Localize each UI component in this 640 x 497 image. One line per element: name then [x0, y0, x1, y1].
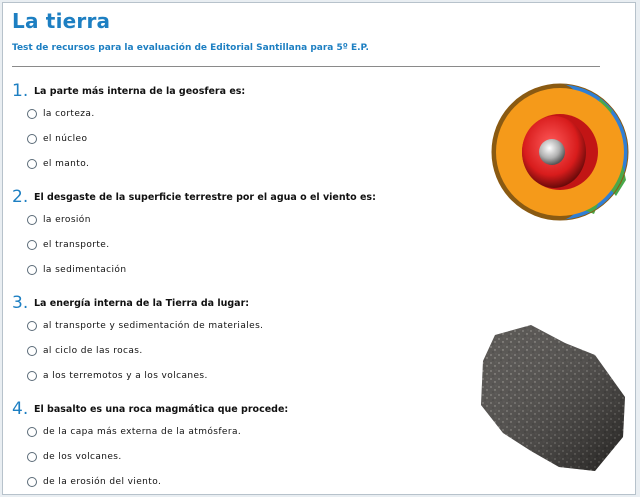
radio-button[interactable]	[27, 452, 37, 462]
answer-option[interactable]	[12, 232, 376, 257]
radio-button[interactable]	[27, 109, 37, 119]
quiz-page	[2, 2, 636, 495]
option-label: de la erosión del viento.	[43, 476, 162, 487]
answer-option[interactable]	[12, 151, 245, 176]
inner-core-layer	[539, 139, 565, 165]
option-label: al transporte y sedimentación de materiales.	[43, 320, 264, 331]
radio-button[interactable]	[27, 371, 37, 381]
basalt-rock-image	[473, 321, 633, 479]
option-label: la erosión	[43, 214, 91, 225]
question-1	[12, 81, 245, 176]
question-text: El basalto es una roca magmática que procede:	[34, 403, 289, 415]
question-number: 4.	[12, 399, 29, 419]
option-label: la sedimentación	[43, 264, 127, 275]
question-number: 1.	[12, 81, 29, 101]
radio-button[interactable]	[27, 427, 37, 437]
question-3	[12, 293, 263, 388]
radio-button[interactable]	[27, 159, 37, 169]
answer-option[interactable]	[12, 338, 263, 363]
question-text: La energía interna de la Tierra da lugar:	[34, 297, 250, 309]
radio-button[interactable]	[27, 346, 37, 356]
answer-option[interactable]	[12, 363, 263, 388]
header-divider	[12, 66, 600, 67]
radio-button[interactable]	[27, 240, 37, 250]
question-text: El desgaste de la superficie terrestre por el agua o el viento es:	[34, 191, 376, 203]
page-subtitle: Test de recursos para la evaluación de Editorial Santillana para 5º E.P.	[12, 43, 369, 53]
earth-cross-section-image	[488, 80, 633, 225]
answer-option[interactable]	[12, 207, 376, 232]
option-label: el manto.	[43, 158, 90, 169]
option-label: a los terremotos y a los volcanes.	[43, 370, 208, 381]
radio-button[interactable]	[27, 477, 37, 487]
answer-option[interactable]	[12, 469, 288, 494]
option-label: de la capa más externa de la atmósfera.	[43, 426, 242, 437]
question-number: 2.	[12, 187, 29, 207]
radio-button[interactable]	[27, 134, 37, 144]
question-text: La parte más interna de la geosfera es:	[34, 85, 246, 97]
radio-button[interactable]	[27, 265, 37, 275]
answer-option[interactable]	[12, 313, 263, 338]
answer-option[interactable]	[12, 126, 245, 151]
answer-option[interactable]	[12, 101, 245, 126]
answer-option[interactable]	[12, 419, 288, 444]
option-label: de los volcanes.	[43, 451, 122, 462]
answer-option[interactable]	[12, 257, 376, 282]
question-4	[12, 399, 288, 494]
option-label: al ciclo de las rocas.	[43, 345, 143, 356]
radio-button[interactable]	[27, 321, 37, 331]
question-2	[12, 187, 376, 282]
option-label: el núcleo	[43, 133, 88, 144]
page-title: La tierra	[12, 9, 111, 33]
option-label: la corteza.	[43, 108, 95, 119]
question-number: 3.	[12, 293, 29, 313]
answer-option[interactable]	[12, 444, 288, 469]
radio-button[interactable]	[27, 215, 37, 225]
option-label: el transporte.	[43, 239, 110, 250]
